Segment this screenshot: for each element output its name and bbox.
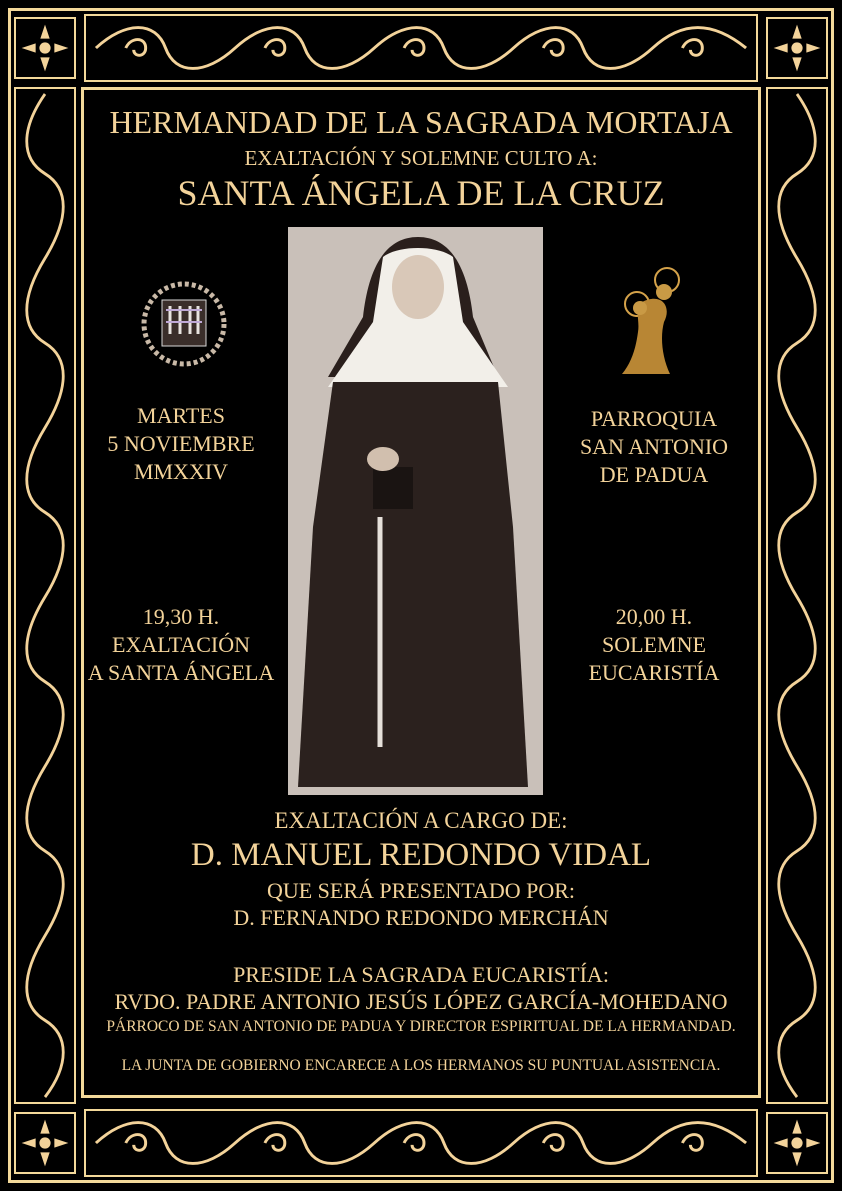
event-subtitle: EXALTACIÓN Y SOLEMNE CULTO A:: [244, 146, 598, 170]
preside-role: PÁRROCO DE SAN ANTONIO DE PADUA Y DIRECTOR ESPIRITUAL DE LA HERMANDAD.: [106, 1018, 736, 1035]
speaker-intro: EXALTACIÓN A CARGO DE:: [274, 808, 568, 833]
place-line-2: SAN ANTONIO: [579, 434, 729, 459]
date-weekday: MARTES: [137, 403, 225, 428]
left-ornament-band: [14, 87, 76, 1104]
eucharist-label-2: EUCARISTÍA: [588, 660, 720, 685]
place-line-3: DE PADUA: [599, 462, 709, 487]
date-day-month: 5 NOVIEMBRE: [107, 431, 255, 456]
exaltation-time-block: [81, 603, 281, 687]
brotherhood-title: HERMANDAD DE LA SAGRADA MORTAJA: [109, 104, 733, 140]
scroll-ornament-icon: [86, 1111, 756, 1175]
scroll-ornament-icon: [16, 89, 74, 1102]
place-block: [554, 405, 754, 489]
preside-name: RVDO. PADRE ANTONIO JESÚS LÓPEZ GARCÍA-MOHEDANO: [114, 989, 728, 1014]
presenter-intro: QUE SERÁ PRESENTADO POR:: [266, 878, 576, 903]
right-ornament-band: [766, 87, 828, 1104]
bottom-ornament-band: [84, 1109, 758, 1177]
exaltation-subject: A SANTA ÁNGELA: [87, 660, 275, 685]
saint-name: SANTA ÁNGELA DE LA CRUZ: [177, 173, 665, 213]
scroll-ornament-icon: [86, 16, 756, 80]
speaker-name: D. MANUEL REDONDO VIDAL: [190, 837, 652, 873]
corner-rosette-icon: [766, 17, 828, 79]
eucharist-time: 20,00 H.: [615, 604, 693, 629]
saint-anthony-emblem-icon: [612, 262, 692, 382]
presenter-name: D. FERNANDO REDONDO MERCHÁN: [233, 905, 609, 930]
date-block: [81, 402, 281, 486]
saint-photo: [288, 227, 543, 795]
scroll-ornament-icon: [768, 89, 826, 1102]
eucharist-label-1: SOLEMNE: [602, 632, 706, 657]
corner-rosette-icon: [14, 1112, 76, 1174]
preside-intro: PRESIDE LA SAGRADA EUCARISTÍA:: [233, 962, 609, 987]
eucharist-time-block: [554, 603, 754, 687]
place-line-1: PARROQUIA: [590, 406, 718, 431]
top-ornament-band: [84, 14, 758, 82]
crown-of-thorns-emblem-icon: [136, 276, 232, 372]
exaltation-time: 19,30 H.: [142, 604, 220, 629]
corner-rosette-icon: [766, 1112, 828, 1174]
exaltation-label: EXALTACIÓN: [112, 632, 250, 657]
corner-rosette-icon: [14, 17, 76, 79]
date-year: MMXXIV: [133, 459, 229, 484]
closing-note: LA JUNTA DE GOBIERNO ENCARECE A LOS HERMANOS SU PUNTUAL ASISTENCIA.: [121, 1057, 721, 1074]
